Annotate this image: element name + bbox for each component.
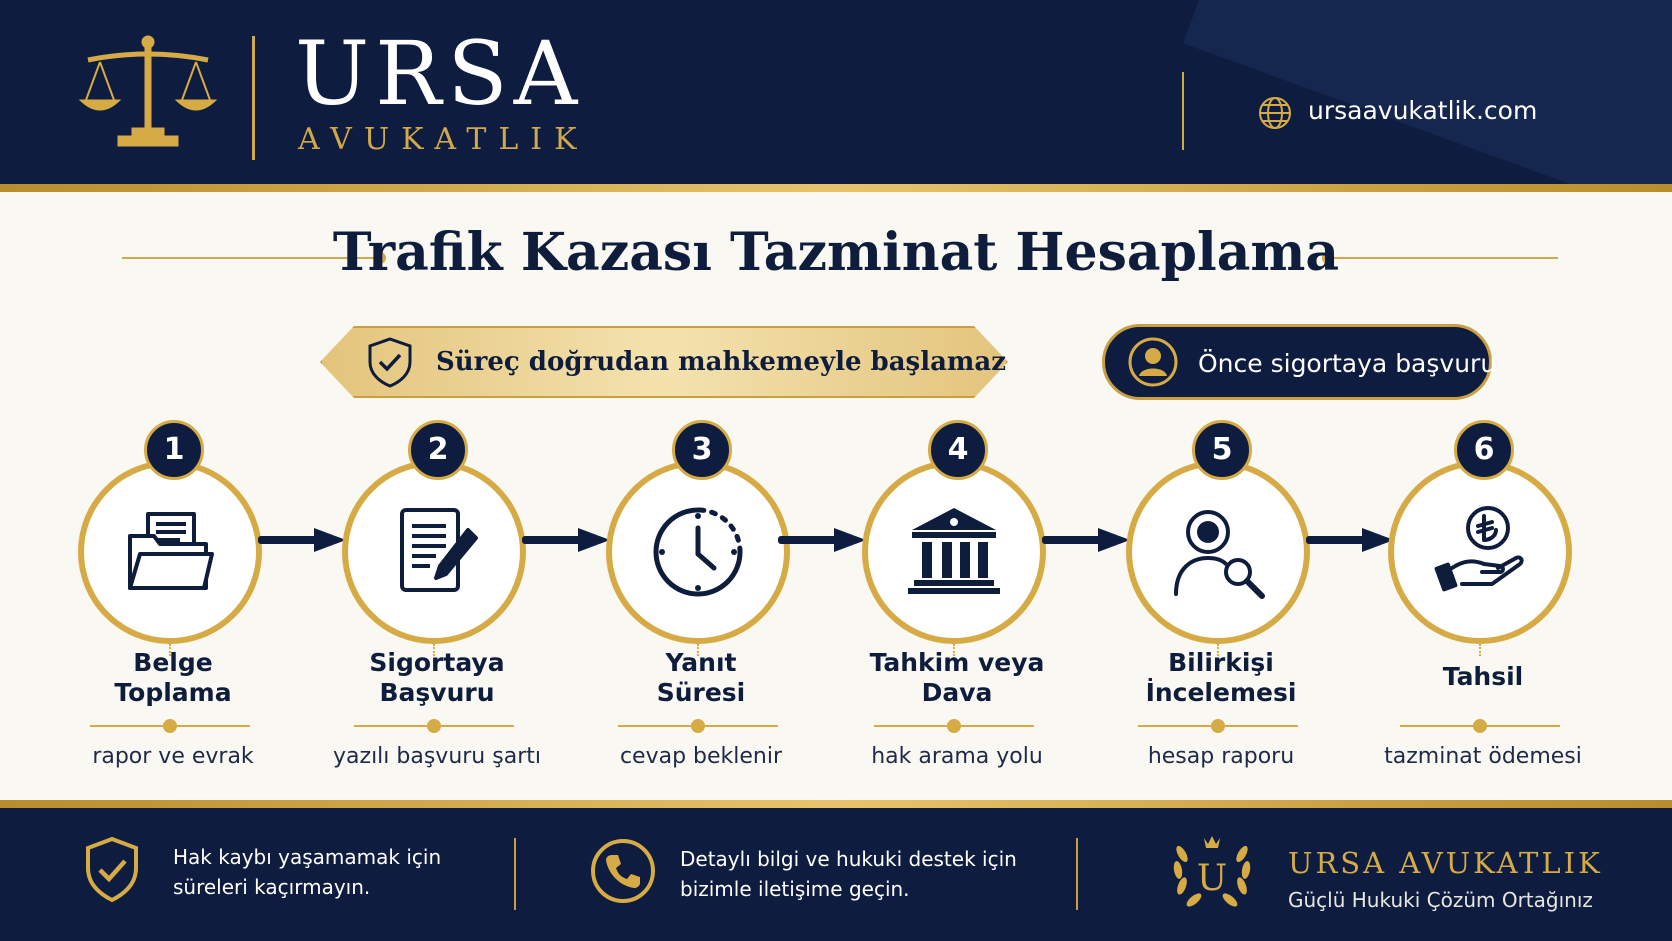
step-description: hesap raporu xyxy=(1147,744,1295,769)
step-description: rapor ve evrak xyxy=(92,744,254,769)
notice-banner-text: Süreç doğrudan mahkemeyle başlamaz xyxy=(436,347,1007,377)
globe-icon xyxy=(1258,96,1292,130)
step-name: Sigortaya Başvuru xyxy=(369,648,505,707)
step-name: Tahkim veya Dava xyxy=(869,648,1045,707)
step-number: 6 xyxy=(1454,420,1514,480)
user-icon xyxy=(1127,336,1179,388)
header-separator xyxy=(1182,72,1184,150)
step-divider-dot xyxy=(163,719,177,733)
step-name: Bilirkişi İncelemesi xyxy=(1145,648,1297,707)
step-divider-dot xyxy=(1473,719,1487,733)
step-number: 5 xyxy=(1192,420,1252,480)
step-name: Yanıt Süresi xyxy=(656,648,746,707)
courthouse-icon xyxy=(904,502,1004,602)
phone-icon xyxy=(590,838,656,904)
footer-brand: URSA AVUKATLIK xyxy=(1288,846,1603,880)
logo-subtitle: AVUKATLIK xyxy=(298,122,589,157)
footer-gold-rule xyxy=(0,800,1672,808)
footer-slogan: Güçlü Hukuki Çözüm Ortağınız xyxy=(1288,888,1593,912)
website-link[interactable]: ursaavukatlik.com xyxy=(1308,96,1538,125)
step-number: 3 xyxy=(672,420,732,480)
scales-of-justice-icon xyxy=(78,34,218,154)
header-decoration xyxy=(1183,0,1672,188)
folder-icon xyxy=(120,502,220,602)
footer-warning-text: Hak kaybı yaşamamak için süreleri kaçırmayın. xyxy=(173,845,442,899)
footer-separator xyxy=(1076,838,1078,910)
laurel-emblem-icon xyxy=(1170,832,1254,912)
step-divider-dot xyxy=(691,719,705,733)
step-name: Tahsil xyxy=(1442,662,1524,691)
clock-icon xyxy=(648,502,748,602)
step-number: 4 xyxy=(928,420,988,480)
step-divider-dot xyxy=(947,719,961,733)
step-description: yazılı başvuru şartı xyxy=(333,744,541,769)
arrow-right-icon xyxy=(258,528,346,552)
step-description: tazminat ödemesi xyxy=(1384,744,1582,769)
logo-title: URSA xyxy=(295,22,584,125)
step-number: 2 xyxy=(408,420,468,480)
shield-check-icon xyxy=(84,836,140,904)
arrow-right-icon xyxy=(522,528,610,552)
page-title: Trafik Kazası Tazminat Hesaplama xyxy=(332,222,1340,283)
arrow-right-icon xyxy=(778,528,866,552)
step-description: hak arama yolu xyxy=(871,744,1043,769)
header xyxy=(0,0,1672,188)
step-number: 1 xyxy=(144,420,204,480)
emblem-letter: U xyxy=(1196,858,1228,899)
step-connector xyxy=(1479,644,1481,656)
step-description: cevap beklenir xyxy=(619,744,783,769)
expert-search-icon xyxy=(1168,502,1268,602)
document-pen-icon xyxy=(384,502,484,602)
lira-hand-icon xyxy=(1430,502,1530,602)
logo-separator xyxy=(252,36,255,160)
step-divider-dot xyxy=(1211,719,1225,733)
first-step-banner-text: Önce sigortaya başvuru xyxy=(1198,349,1497,378)
arrow-right-icon xyxy=(1042,528,1130,552)
arrow-right-icon xyxy=(1306,528,1394,552)
footer-separator xyxy=(514,838,516,910)
footer-contact-text: Detaylı bilgi ve hukuki destek için bizimle iletişime geçin. xyxy=(680,847,1017,901)
step-divider-dot xyxy=(427,719,441,733)
step-name: Belge Toplama xyxy=(114,648,232,707)
header-gold-rule xyxy=(0,184,1672,192)
shield-check-icon xyxy=(366,336,414,388)
